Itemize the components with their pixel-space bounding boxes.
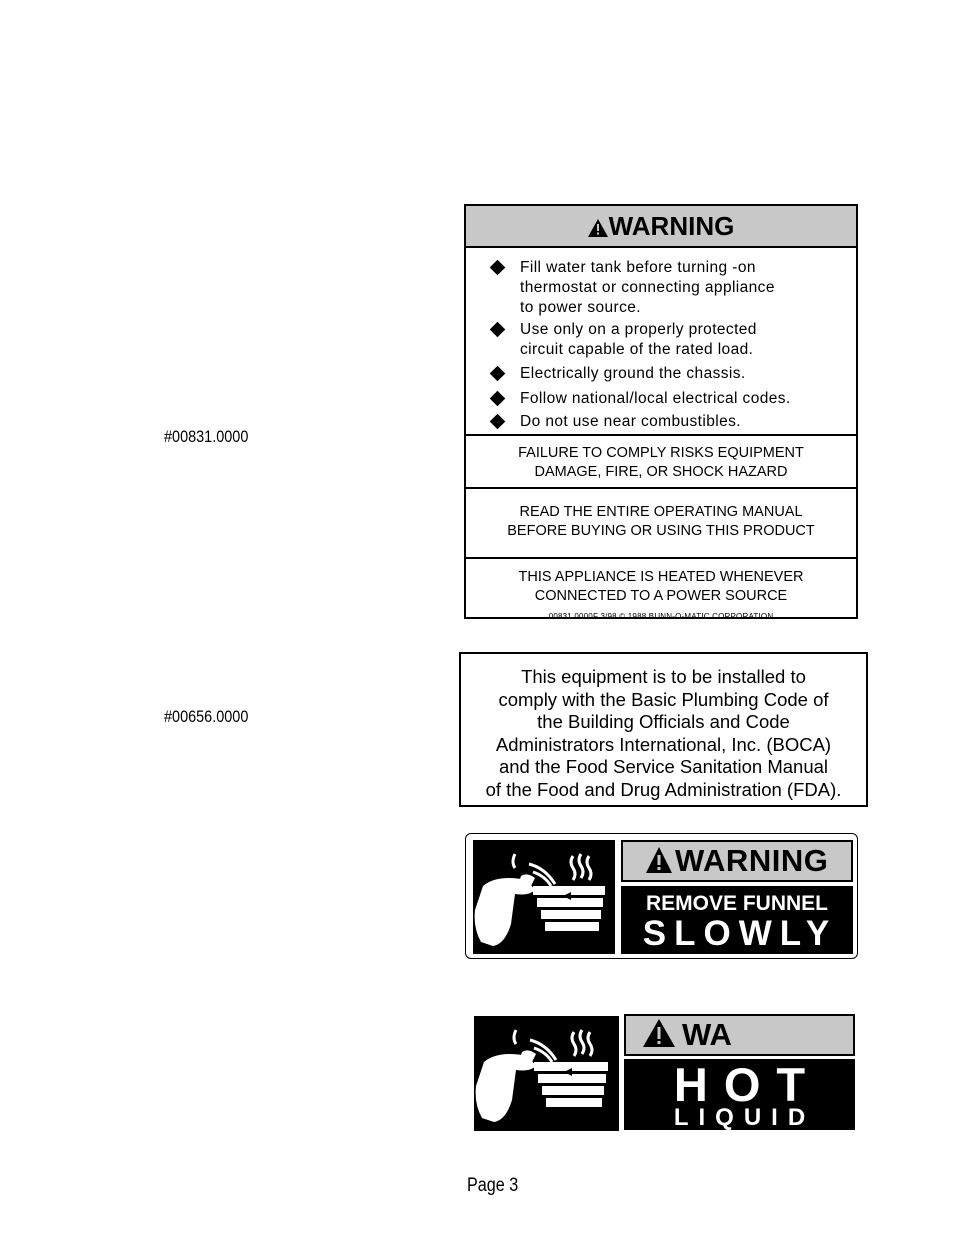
plumbing-code-label: This equipment is to be installed to comply with the Basic Plumbing Code of the Building Officials and Code Administrators International, Inc. (BOCA) and the Food Service Sanitation Manual of the Food and Drug Administration (FDA). xyxy=(459,652,868,807)
bullet-diamond-icon xyxy=(490,391,506,407)
warning-header: WARNING xyxy=(466,206,856,248)
hand-funnel-icon xyxy=(473,840,615,954)
warning-label-electrical xyxy=(464,204,858,619)
hot-liquid-box xyxy=(624,1059,855,1130)
bullet-diamond-icon xyxy=(490,322,506,338)
warning-item: Follow national/local electrical codes. xyxy=(490,389,846,409)
slowly-text: SLOWLY xyxy=(642,914,838,953)
label-footer: 00831.0000F 3/98 © 1988 BUNN-O-MATIC CORPORATION xyxy=(548,612,774,621)
failure-notice: FAILURE TO COMPLY RISKS EQUIPMENT DAMAGE, FIRE, OR SHOCK HAZARD xyxy=(466,436,856,489)
hand-funnel-icon xyxy=(474,1016,619,1131)
heated-notice: THIS APPLIANCE IS HEATED WHENEVER CONNECTED TO A POWER SOURCE 00831.0000F 3/98 © 1988 BUNN-O-MATIC CORPORATION xyxy=(466,559,856,626)
remove-funnel-label xyxy=(465,833,858,959)
warning-item: Do not use near combustibles. xyxy=(490,412,846,432)
hot-text: HOT xyxy=(673,1058,822,1111)
hot-liquid-label xyxy=(474,1012,856,1132)
hot-funnel-hand-pictogram xyxy=(474,1016,619,1131)
page-number: Page 3 xyxy=(467,1175,519,1196)
part-number-00656: #00656.0000 xyxy=(164,707,249,726)
part-number-00831: #00831.0000 xyxy=(164,427,249,446)
read-manual-notice: READ THE ENTIRE OPERATING MANUAL BEFORE BUYING OR USING THIS PRODUCT xyxy=(466,489,856,559)
remove-funnel-box xyxy=(621,886,853,954)
warning-triangle-icon xyxy=(645,846,673,874)
warning-bar: WA xyxy=(624,1014,855,1056)
bullet-diamond-icon xyxy=(490,260,506,276)
liquid-text: LIQUID xyxy=(673,1104,816,1131)
warning-item: Use only on a properly protected circuit capable of the rated load. xyxy=(490,320,846,360)
warning-bar: WARNING xyxy=(621,840,853,882)
bullet-diamond-icon xyxy=(490,414,506,430)
warning-item: Fill water tank before turning -on thermostat or connecting appliance to power source. xyxy=(490,258,846,318)
warning-list xyxy=(466,248,856,436)
warning-triangle-icon xyxy=(588,219,608,237)
hot-funnel-hand-pictogram xyxy=(473,840,615,954)
warning-item: Electrically ground the chassis. xyxy=(490,364,846,384)
bullet-diamond-icon xyxy=(490,366,506,382)
warning-triangle-icon xyxy=(642,1018,676,1048)
remove-funnel-text: REMOVE FUNNEL xyxy=(645,892,828,915)
